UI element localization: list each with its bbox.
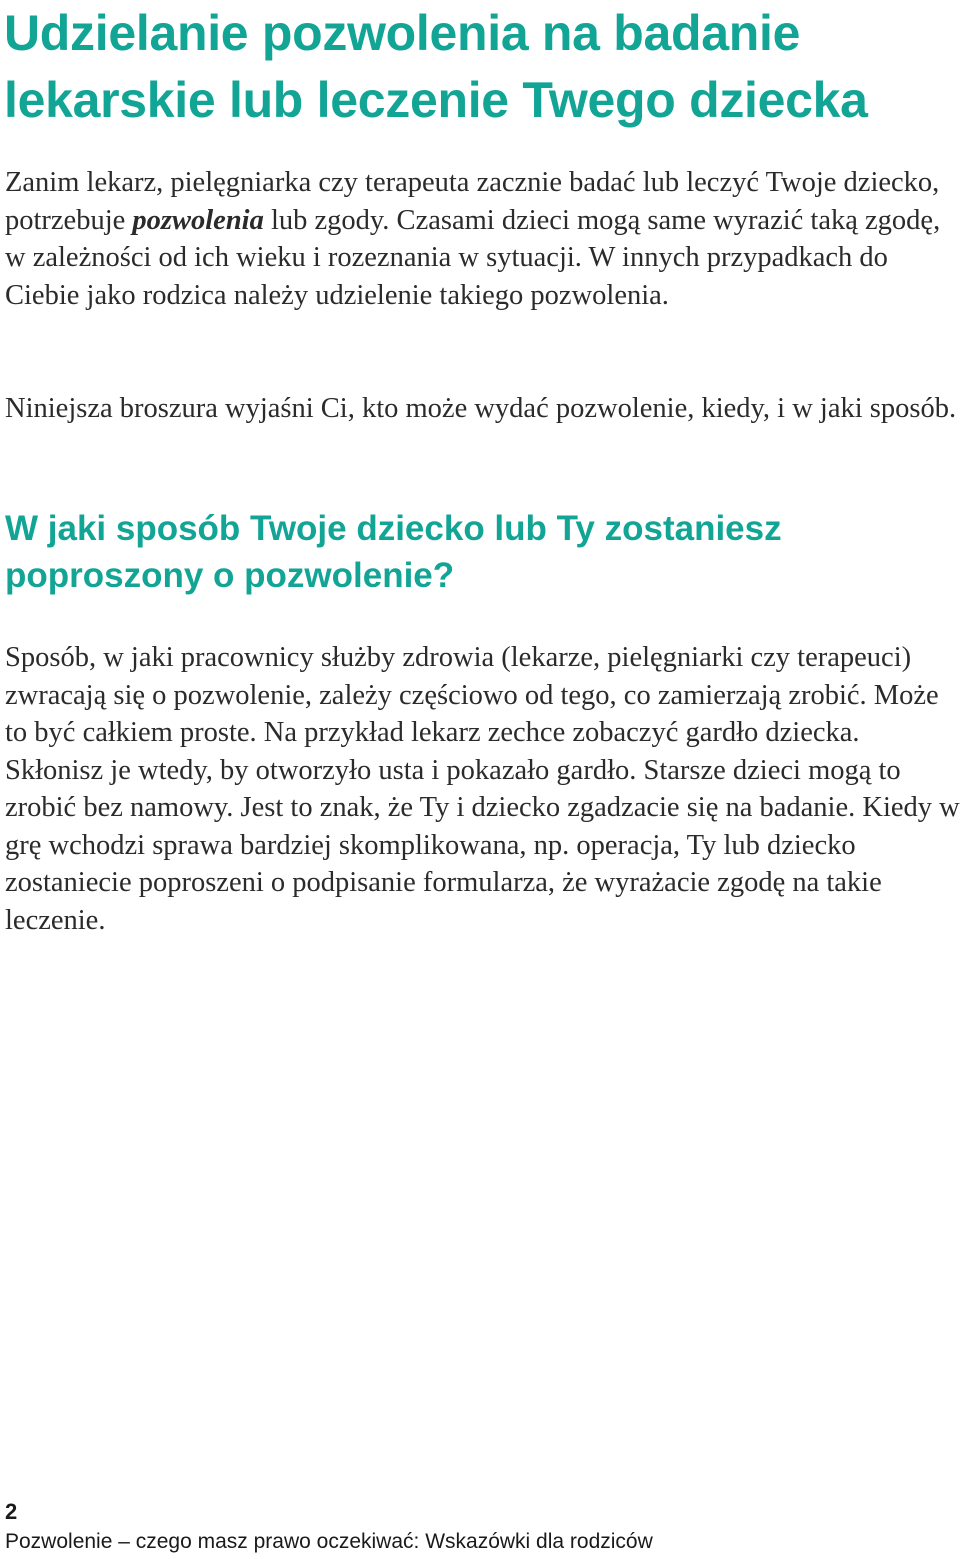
section-heading: W jaki sposób Twoje dziecko lub Ty zostaniesz poproszony o pozwolenie?: [5, 509, 782, 595]
page-title: Udzielanie pozwolenia na badanie lekarskie lub leczenie Twego dziecka: [4, 5, 868, 128]
purpose-paragraph: Niniejsza broszura wyjaśni Ci, kto może wydać pozwolenie, kiedy, i w jaki sposób.: [5, 393, 957, 424]
footer-publication-title: Pozwolenie – czego masz prawo oczekiwać: Wskazówki dla rodziców: [5, 1530, 653, 1553]
intro-text-start: Zanim lekarz, pielęgniarka czy terapeuta zacznie badać lub leczyć Twoje dziecko, potrzebuje: [5, 167, 940, 236]
intro-emphasis: pozwolenia: [132, 204, 264, 236]
page-number: 2: [5, 1499, 18, 1524]
section-body-paragraph: Sposób, w jaki pracownicy służby zdrowia (lekarze, pielęgniarki czy terapeuci) zwracają się o pozwolenie, zależy częściowo od tego, co zamierzają zrobić. Może to być całkiem proste. Na przykład lekarz zechce zobaczyć gardło dziecka. Skłonisz je wtedy, by otworzyło usta i pokazało gardło. Starsze dzieci mogą to zrobić bez namowy. Jest to znak, że Ty i dziecko zgadzacie się na badanie. Kiedy w grę wchodzi sprawa bardziej skomplikowana, np. operacja, Ty lub dziecko zostaniecie poproszeni o podpisanie formularza, że wyrażacie zgodę na takie leczenie.: [5, 642, 960, 936]
intro-text-end: lub zgody. Czasami dzieci mogą same wyrazić taką zgodę, w zależności od ich wieku i rozeznania w sytuacji. W innych przypadkach do Ciebie jako rodzica należy udzielenie takiego pozwolenia.: [5, 204, 941, 311]
intro-paragraph: [5, 164, 960, 314]
